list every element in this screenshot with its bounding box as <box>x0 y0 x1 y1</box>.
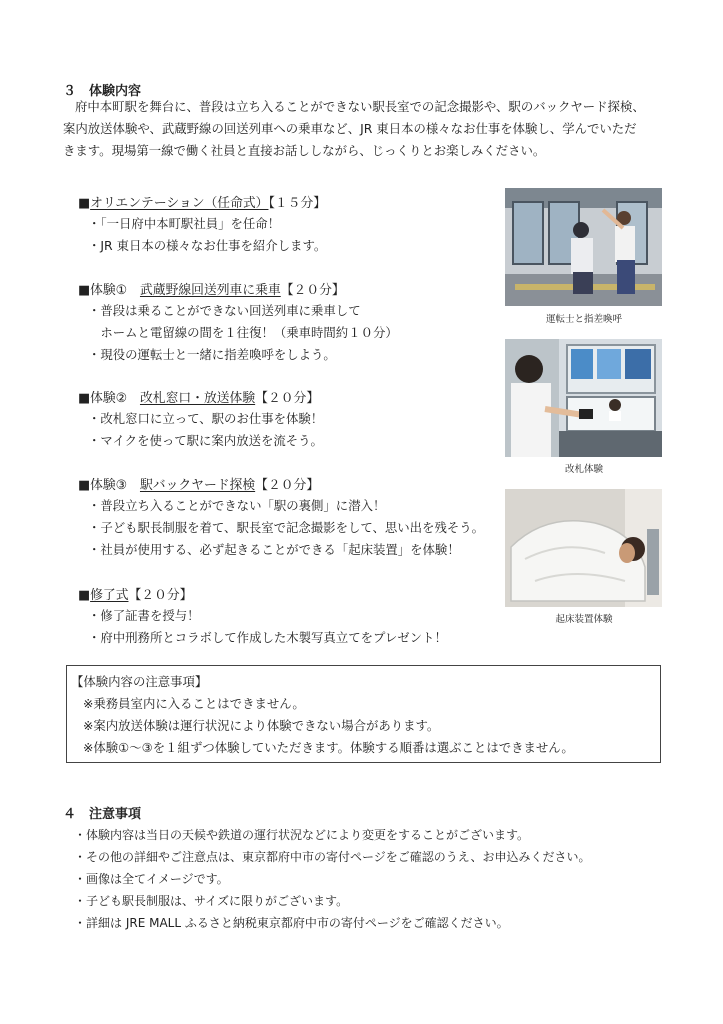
item-prefix: ■ <box>78 588 91 603</box>
photo-ticket-gate <box>505 339 662 457</box>
item-title: 修了式 <box>90 588 129 603</box>
note-line: ・子ども駅長制服は、サイズに限りがございます。 <box>74 894 349 908</box>
bullet: ホームと電留線の間を１往復！（乗車時間約１０分） <box>88 325 398 340</box>
section4-heading: ４ 注意事項 <box>63 807 142 822</box>
item-prefix: ■体験① <box>78 283 140 298</box>
item-duration: 【２０分】 <box>255 478 320 493</box>
bullet: ・「一日府中本町駅社員」を任命！ <box>88 216 281 231</box>
bullet: ・社員が使用する、必ず起きることができる「起床装置」を体験！ <box>88 542 460 557</box>
item-prefix: ■体験③ <box>78 478 140 493</box>
bullet: ・マイクを使って駅に案内放送を流そう。 <box>88 433 323 448</box>
bullet: ・修了証書を授与！ <box>88 608 200 623</box>
bullet: ・現役の運転士と一緒に指差喚呼をしよう。 <box>88 347 336 362</box>
bullet: ・普段立ち入ることができない「駅の裏側」に潜入！ <box>88 498 386 513</box>
photo-caption: 改札体験 <box>564 464 603 475</box>
intro-line-1: 府中本町駅を舞台に、普段は立ち入ることができない駅長室での記念撮影や、駅のバックヤード探検、 <box>75 99 645 114</box>
photo-caption: 運転士と指差喚呼 <box>545 314 622 325</box>
notice-line: ※案内放送体験は運行状況により体験できない場合があります。 <box>83 718 440 733</box>
bullet: ・府中刑務所とコラボして作成した木製写真立てをプレゼント！ <box>88 630 447 645</box>
bullet: ・普段は乗ることができない回送列車に乗車して <box>88 303 361 318</box>
intro-line-3: きます。現場第一線で働く社員と直接お話ししながら、じっくりとお楽しみください。 <box>63 143 546 158</box>
item-duration: 【１５分】 <box>268 196 327 211</box>
note-line: ・その他の詳細やご注意点は、東京都府中市の寄付ページをご確認のうえ、お申込みください。 <box>74 850 591 864</box>
item-duration: 【２０分】 <box>280 283 345 298</box>
section3-heading: ３ 体験内容 <box>63 84 142 99</box>
item-title: 駅バックヤード探検 <box>139 478 256 493</box>
item-experience-2-heading <box>78 387 319 406</box>
notice-box-title: 【体験内容の注意事項】 <box>71 674 208 689</box>
note-line: ・画像は全てイメージです。 <box>74 872 229 886</box>
photo-wake-up-device <box>505 489 662 607</box>
item-orientation-heading <box>78 192 326 211</box>
item-title: 武蔵野線回送列車に乗車 <box>139 283 281 298</box>
item-title: オリエンテーション（任命式） <box>90 196 269 211</box>
notice-line: ※体験①～③を１組ずつ体験していただきます。体験する順番は選ぶことはできません。 <box>83 740 574 755</box>
bullet: ・子ども駅長制服を着て、駅長室で記念撮影をして、思い出を残そう。 <box>88 520 485 535</box>
item-duration: 【２０分】 <box>128 588 193 603</box>
photo-caption: 起床装置体験 <box>555 614 613 625</box>
intro-line-2: 案内放送体験や、武蔵野線の回送列車への乗車など、JR 東日本の様々なお仕事を体験し、学んでいただ <box>63 121 637 136</box>
item-duration: 【２０分】 <box>255 391 320 406</box>
item-experience-1-heading <box>78 279 345 298</box>
item-title: 改札窓口・放送体験 <box>139 391 256 406</box>
notice-line: ※乗務員室内に入ることはできません。 <box>83 696 305 711</box>
item-completion-heading <box>78 584 192 603</box>
item-experience-3-heading <box>78 474 319 493</box>
bullet: ・改札窓口に立って、駅のお仕事を体験！ <box>88 411 324 426</box>
note-line: ・詳細は JRE MALL ふるさと納税東京都府中市の寄付ページをご確認ください。 <box>74 916 509 930</box>
bullet: ・JR 東日本の様々なお仕事を紹介します。 <box>88 238 327 253</box>
item-prefix: ■体験② <box>78 391 140 406</box>
photo-train-driver <box>505 188 662 306</box>
item-prefix: ■ <box>78 196 91 211</box>
note-line: ・体験内容は当日の天候や鉄道の運行状況などにより変更をすることがございます。 <box>74 828 530 842</box>
